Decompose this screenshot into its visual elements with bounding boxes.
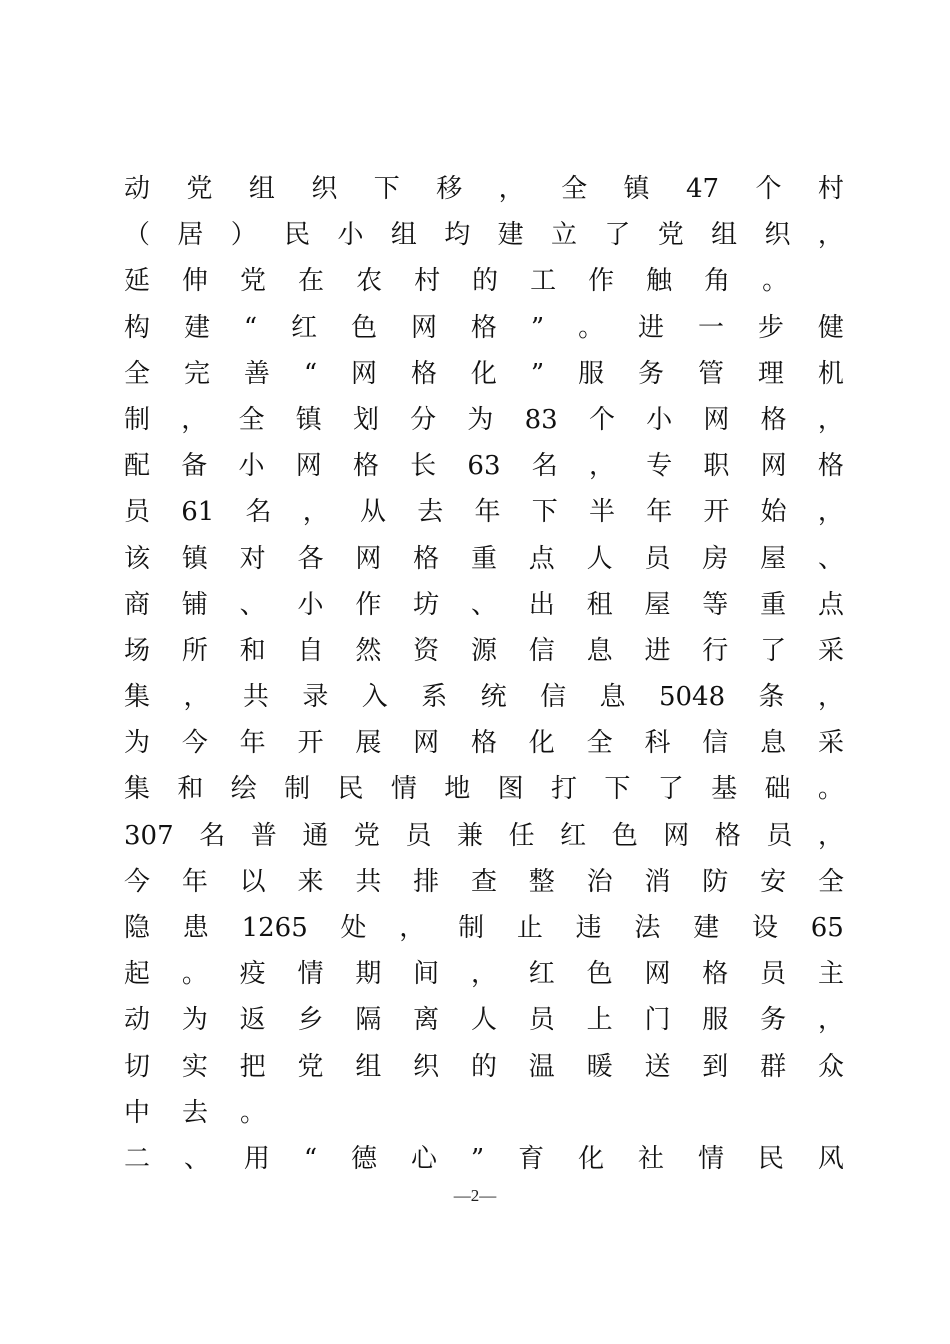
text-char: 了 [604,220,631,251]
text-char: 重 [760,589,787,620]
text-line [124,212,844,258]
text-line [124,766,844,812]
text-char: 疫 [239,959,266,990]
text-char: 德 [351,1143,378,1174]
text-char: 网 [644,959,671,990]
text-char: 等 [702,589,729,620]
text-char: 色 [586,959,613,990]
text-char: 制 [458,913,485,943]
text-char: 源 [470,635,497,666]
text-char: 下 [373,174,400,204]
text-char: 、 [817,543,844,574]
text-char: 人 [470,1005,497,1036]
text-line [124,443,844,489]
text-line [124,166,844,212]
text-char: 对 [239,543,266,574]
text-char: 设 [751,913,778,943]
text-char: 47 [685,174,720,204]
text-char: 上 [586,1005,613,1036]
text-char: 为 [181,1005,208,1036]
text-char: 开 [297,728,324,759]
text-char: ， [817,220,844,251]
text-char: ） [230,220,257,251]
text-char: 以 [239,866,266,897]
text-char: 动 [124,1005,151,1036]
text-char: 党 [186,174,213,204]
text-char: 信 [540,682,567,713]
text-char: 83 [524,404,558,435]
text-char: 到 [702,1051,729,1082]
text-char: 网 [760,451,787,482]
text-char: 下 [604,774,631,805]
text-char: 网 [351,358,378,389]
text-char: 动 [124,174,151,204]
text-char: ， [817,404,844,435]
text-char: 集 [124,682,151,713]
text-char: 始 [760,497,787,528]
text-char: 统 [480,682,507,713]
text-char: 各 [297,543,324,574]
text-char: ， [302,497,329,528]
text-char: 作 [355,589,382,620]
text-char: 全 [586,728,613,759]
text-char: 均 [444,220,471,251]
text-char: 点 [528,543,555,574]
text-char: 党 [297,1051,324,1082]
text-char: 共 [355,866,382,897]
text-char: ” [530,312,545,343]
text-char: 风 [817,1143,844,1174]
text-char: 乡 [297,1005,324,1036]
text-char: 备 [181,451,208,482]
text-char: 人 [586,543,613,574]
text-char: 商 [124,589,151,620]
text-char: 服 [578,358,605,389]
text-line [124,351,844,397]
text-char: 条 [758,682,785,713]
text-char: 配 [124,451,151,482]
text-char: 下 [531,497,558,528]
text-char: 格 [714,820,741,851]
text-char: 全 [561,174,588,204]
text-char: 建 [693,913,720,943]
text-char: 主 [817,959,844,990]
text-char: 61 [181,497,215,528]
text-char: 任 [508,820,535,851]
text-char: 镇 [623,174,650,204]
text-char: 情 [297,959,324,990]
text-char: 民 [757,1143,784,1174]
text-char: 镇 [295,404,322,435]
text-char: 格 [470,728,497,759]
text-char: 治 [586,866,613,897]
text-char: 网 [355,543,382,574]
text-char: 科 [644,728,671,759]
text-char: 制 [284,774,311,805]
text-char: 屋 [644,589,671,620]
text-char: 出 [528,589,555,620]
text-char: 建 [183,312,210,343]
text-char: 小 [297,589,324,620]
text-char: 制 [124,404,151,435]
text-char: 组 [248,174,275,204]
text-char: 半 [588,497,615,528]
text-char: 名 [531,451,558,482]
text-char: 信 [528,635,555,666]
text-char: 门 [644,1005,671,1036]
text-char: 小 [646,404,673,435]
text-line [124,582,844,628]
text-char: （ [124,220,151,251]
text-char: 化 [528,728,555,759]
text-char: 入 [361,682,388,713]
text-char: 员 [766,820,793,851]
text-char: “ [243,312,258,343]
text-line [124,951,844,997]
text-char: ， [817,820,844,851]
text-char: 格 [410,358,437,389]
text-char: 。 [181,959,208,990]
text-char: 消 [644,866,671,897]
text-char: 镇 [181,543,208,574]
text-char: ， [817,682,844,713]
text-char: 重 [470,543,497,574]
text-char: 。 [817,774,844,805]
text-char: 全 [124,358,151,389]
text-line [124,674,844,720]
text-char: 用 [243,1143,270,1174]
text-char: 管 [697,358,724,389]
text-char: 善 [243,358,270,389]
text-char: 自 [297,635,324,666]
text-char: 隔 [355,1005,382,1036]
text-char: 暖 [586,1051,613,1082]
text-char: 行 [702,635,729,666]
text-char: 红 [528,959,555,990]
text-char: 铺 [181,589,208,620]
text-char: 员 [124,497,151,528]
text-char: 步 [757,312,784,343]
text-char: “ [303,1143,318,1174]
text-line [124,305,844,351]
text-char: 服 [702,1005,729,1036]
text-char: 间 [413,959,440,990]
text-char: 分 [410,404,437,435]
text-char: 信 [702,728,729,759]
text-char: 中 [124,1097,151,1128]
text-char: 色 [611,820,638,851]
text-char: 兼 [457,820,484,851]
text-char: 温 [528,1051,555,1082]
text-char: 进 [638,312,665,343]
text-char: ” [530,358,545,389]
text-char: 来 [297,866,324,897]
text-char: 为 [467,404,494,435]
text-char: 党 [657,220,684,251]
text-char: 期 [355,959,382,990]
text-char: 、 [183,1143,210,1174]
text-line [124,536,844,582]
text-char: 从 [360,497,387,528]
text-char: 群 [760,1051,787,1082]
text-char: 场 [124,635,151,666]
text-char: 专 [646,451,673,482]
text-char: 房 [702,543,729,574]
text-char: 工 [530,266,557,297]
text-char: 息 [586,635,613,666]
text-char: 违 [575,913,602,943]
text-char: 民 [284,220,311,251]
text-char: 年 [239,728,266,759]
text-char: ” [470,1143,485,1174]
text-char: 作 [588,266,615,297]
text-char: 止 [516,913,543,943]
text-char: 务 [638,358,665,389]
text-char: 建 [497,220,524,251]
text-char: ， [817,497,844,528]
text-char: ， [588,451,615,482]
text-char: 格 [702,959,729,990]
text-char: 展 [355,728,382,759]
text-char: 网 [703,404,730,435]
text-line [124,258,844,304]
text-char: 格 [413,543,440,574]
text-char: 法 [634,913,661,943]
text-char: 立 [551,220,578,251]
text-char: “ [303,358,318,389]
text-char: 和 [177,774,204,805]
text-char: 员 [528,1005,555,1036]
text-char: 307 [124,820,174,851]
text-char: 隐 [124,913,151,943]
text-char: 机 [817,358,844,389]
text-char: 所 [181,635,208,666]
text-char: 录 [302,682,329,713]
text-char: 民 [337,774,364,805]
text-char: 组 [711,220,738,251]
text-line [124,1090,844,1136]
text-line [124,720,844,766]
text-char: 为 [124,728,151,759]
text-char: 息 [599,682,626,713]
text-char: 职 [703,451,730,482]
text-char: 网 [413,728,440,759]
text-char: 的 [472,266,499,297]
text-char: 村 [817,174,844,204]
text-char: 个 [755,174,782,204]
text-char: 小 [238,451,265,482]
text-char: 员 [405,820,432,851]
text-char: 全 [817,866,844,897]
text-char: 网 [295,451,322,482]
text-char: 小 [337,220,364,251]
text-char: 和 [239,635,266,666]
text-char: 起 [124,959,151,990]
text-char: 实 [181,1051,208,1082]
text-char: 延 [124,266,151,297]
text-char: 去 [417,497,444,528]
text-char: 坊 [413,589,440,620]
text-char: 年 [646,497,673,528]
text-char: 基 [711,774,738,805]
text-char: 、 [470,589,497,620]
text-char: 点 [817,589,844,620]
text-char: 红 [560,820,587,851]
text-char: 个 [588,404,615,435]
text-char: 织 [311,174,338,204]
text-line [124,997,844,1043]
text-line [124,489,844,535]
text-char: 务 [760,1005,787,1036]
text-char: 资 [413,635,440,666]
text-char: 网 [663,820,690,851]
text-char: 。 [762,266,789,297]
text-char: 租 [586,589,613,620]
text-char: 63 [467,451,501,482]
text-char: 年 [181,866,208,897]
text-line [124,397,844,443]
text-char: 织 [764,220,791,251]
text-char: 员 [644,543,671,574]
text-char: 返 [239,1005,266,1036]
text-char: 5048 [658,682,726,713]
text-char: 村 [414,266,441,297]
text-char: ， [817,1005,844,1036]
page-number: —2— [453,1186,497,1205]
text-char: 安 [760,866,787,897]
text-char: 础 [764,774,791,805]
text-char: 化 [578,1143,605,1174]
text-char: 处 [340,913,367,943]
text-char: 组 [355,1051,382,1082]
text-char: 息 [760,728,787,759]
text-char: 图 [497,774,524,805]
text-char: 织 [413,1051,440,1082]
text-line [124,905,844,951]
text-char: ， [183,682,210,713]
text-char: 今 [124,866,151,897]
text-char: 系 [421,682,448,713]
text-char: 育 [518,1143,545,1174]
text-char: 完 [183,358,210,389]
text-char: ， [498,174,525,204]
text-char: 了 [657,774,684,805]
text-char: 屋 [760,543,787,574]
text-char: 移 [436,174,463,204]
text-line [124,1044,844,1090]
text-char: 触 [646,266,673,297]
text-char: 构 [124,312,151,343]
text-char: 患 [182,913,209,943]
text-char: 去 [182,1097,209,1128]
text-char: 格 [817,451,844,482]
text-char: 1265 [241,913,308,943]
text-char: 居 [177,220,204,251]
text-char: 组 [390,220,417,251]
text-char: 农 [356,266,383,297]
text-char: 长 [410,451,437,482]
text-char: 绘 [230,774,257,805]
text-char: ， [181,404,208,435]
text-char: 离 [413,1005,440,1036]
text-char: 通 [302,820,329,851]
text-char: 名 [245,497,272,528]
text-char: 普 [250,820,277,851]
text-line [124,813,844,859]
text-char: 、 [239,589,266,620]
text-char: ， [470,959,497,990]
text-line [124,1136,844,1182]
text-char: 把 [239,1051,266,1082]
text-char: 开 [703,497,730,528]
text-char: 。 [578,312,605,343]
text-char: 格 [470,312,497,343]
text-char: 然 [355,635,382,666]
text-char: 网 [410,312,437,343]
text-char: 色 [351,312,378,343]
text-char: 排 [413,866,440,897]
text-char: 情 [697,1143,724,1174]
text-char: 格 [760,404,787,435]
text-char: 角 [704,266,731,297]
text-char: 年 [474,497,501,528]
text-char: 党 [240,266,267,297]
text-char: 进 [644,635,671,666]
text-char: 理 [757,358,784,389]
text-char: 划 [352,404,379,435]
text-char: 化 [470,358,497,389]
text-char: 二 [124,1143,151,1174]
text-char: 全 [238,404,265,435]
text-line [124,628,844,674]
text-char: 今 [181,728,208,759]
body-text [124,166,844,1182]
text-line [124,859,844,905]
text-char: 健 [817,312,844,343]
text-char: 的 [470,1051,497,1082]
text-char: 心 [410,1143,437,1174]
text-char: 。 [240,1097,267,1128]
text-char: 采 [817,728,844,759]
text-char: 伸 [182,266,209,297]
text-char: 红 [291,312,318,343]
text-char: 名 [199,820,226,851]
text-char: 在 [298,266,325,297]
text-char: 格 [352,451,379,482]
text-char: 切 [124,1051,151,1082]
text-char: 打 [551,774,578,805]
text-char: 情 [390,774,417,805]
text-char: 了 [760,635,787,666]
text-char: 众 [817,1051,844,1082]
text-char: 地 [444,774,471,805]
text-char: 查 [470,866,497,897]
text-char: 采 [817,635,844,666]
text-char: 社 [638,1143,665,1174]
text-char: 共 [242,682,269,713]
text-char: 一 [697,312,724,343]
text-char: 该 [124,543,151,574]
text-char: 防 [702,866,729,897]
text-char: 65 [810,913,844,943]
text-char: 送 [644,1051,671,1082]
text-char: 整 [528,866,555,897]
text-char: ， [399,913,426,943]
text-char: 员 [760,959,787,990]
text-char: 党 [353,820,380,851]
text-char: 集 [124,774,151,805]
